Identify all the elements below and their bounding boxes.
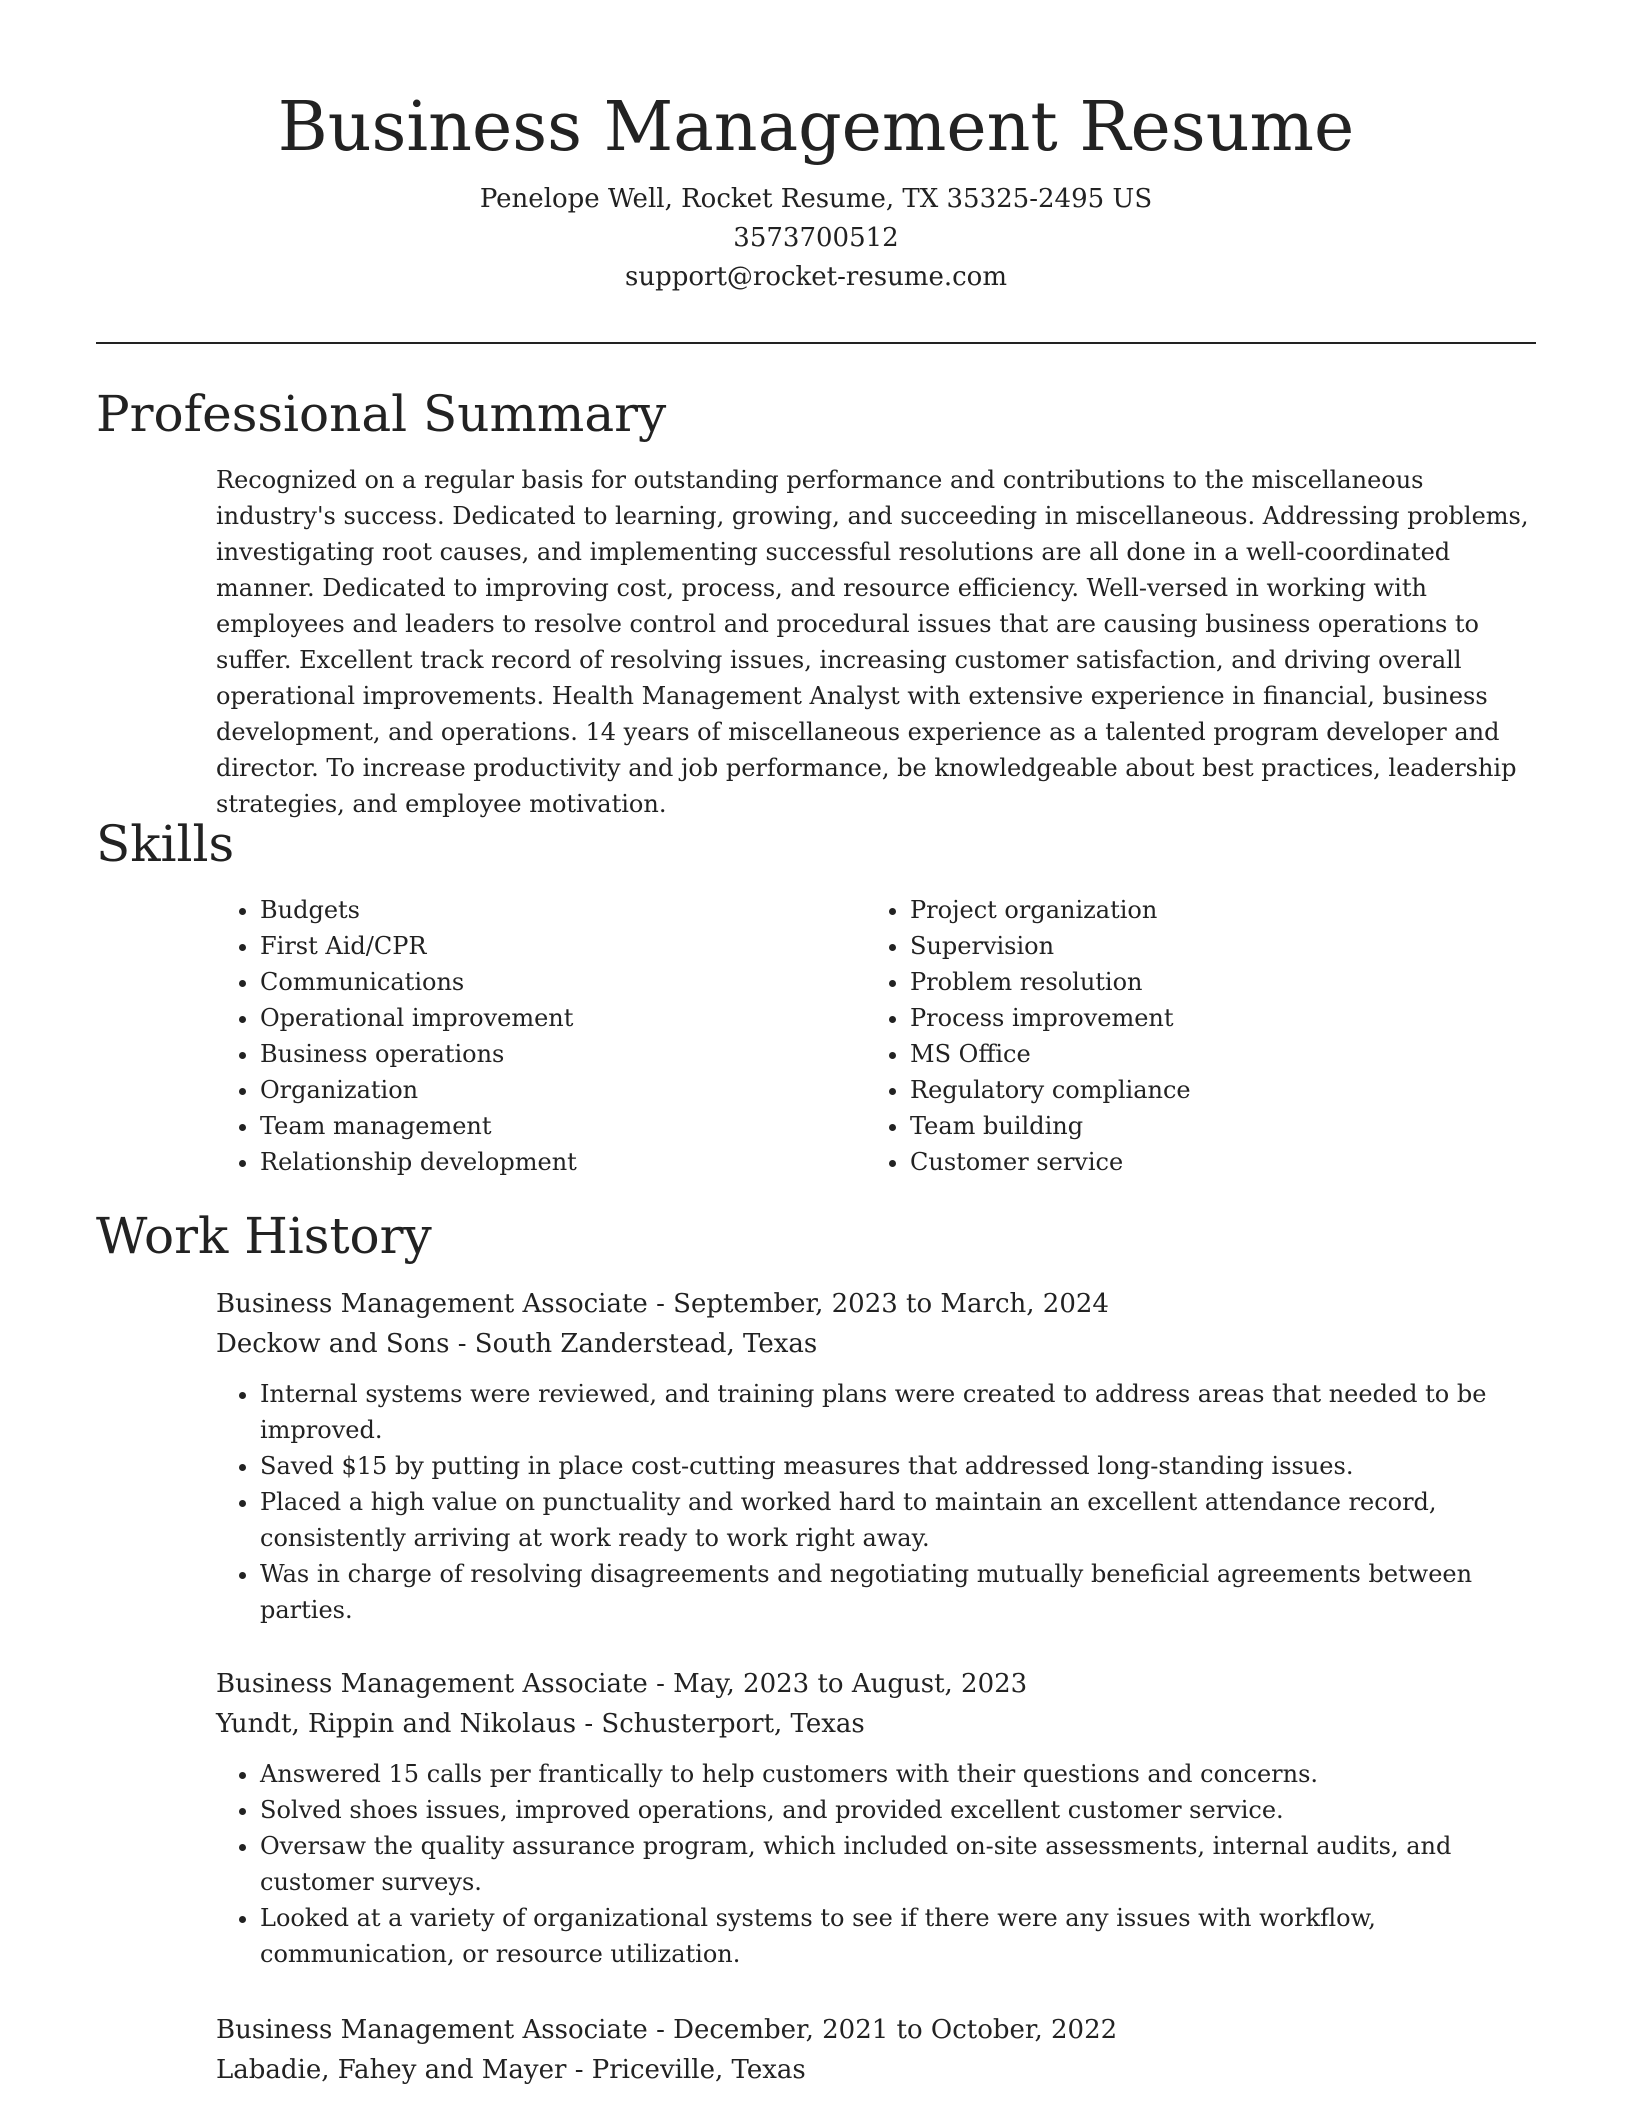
- skill-item: • Regulatory compliance: [910, 1072, 1516, 1108]
- job-dates: - September, 2023 to March, 2024: [647, 1289, 1109, 1319]
- job-location: - South Zanderstead, Texas: [449, 1329, 818, 1359]
- job-company: Labadie, Fahey and Mayer: [216, 2055, 567, 2085]
- job-title-line: [216, 2010, 1536, 2050]
- job-bullet: • Placed a high value on punctuality and worked hard to maintain an excellent attendance record, consistently arriving at work ready to work right away.: [260, 1484, 1536, 1556]
- job-company: Deckow and Sons: [216, 1329, 450, 1359]
- skill-item: • Organization: [260, 1072, 866, 1108]
- contact-info: [0, 180, 1632, 297]
- job-bullet: • Was in charge of resolving disagreements and negotiating mutually beneficial agreements between parties.: [260, 1556, 1536, 1628]
- skill-item: • Operational improvement: [260, 1000, 866, 1036]
- skills-column-right: [866, 892, 1516, 1180]
- job-bullet: • Saved $15 by putting in place cost-cutting measures that addressed long-standing issues.: [260, 1448, 1536, 1484]
- job-bullet: • Answered 15 calls per frantically to help customers with their questions and concerns.: [260, 1756, 1536, 1792]
- job-bullet: • Solved shoes issues, improved operations, and provided excellent customer service.: [260, 1792, 1536, 1828]
- skill-item: • Budgets: [260, 892, 866, 928]
- skill-item: • Relationship development: [260, 1144, 866, 1180]
- job-entry: [216, 2010, 1536, 2090]
- skill-item: • First Aid/CPR: [260, 928, 866, 964]
- job-company-line: [216, 1704, 1536, 1744]
- job-bullets: [216, 1756, 1536, 1972]
- skills-list: [216, 892, 1536, 1180]
- contact-phone: 3573700512: [733, 223, 899, 253]
- job-title: Business Management Associate: [216, 1289, 648, 1319]
- job-entry: [216, 1284, 1536, 1628]
- job-location: - Priceville, Texas: [566, 2055, 806, 2085]
- job-dates: - May, 2023 to August, 2023: [647, 1669, 1028, 1699]
- contact-address: Penelope Well, Rocket Resume, TX 35325-2495 US: [479, 184, 1153, 214]
- job-title-line: [216, 1664, 1536, 1704]
- resume-header: [0, 80, 1632, 297]
- job-company-line: [216, 1324, 1536, 1364]
- contact-email: support@rocket-resume.com: [624, 262, 1007, 292]
- page-title: Business Management Resume: [277, 88, 1355, 167]
- job-location: - Schusterport, Texas: [576, 1709, 865, 1739]
- job-bullets: [216, 1376, 1536, 1628]
- skill-item: • Customer service: [910, 1144, 1516, 1180]
- job-title-line: [216, 1284, 1536, 1324]
- header-divider: [96, 342, 1536, 344]
- summary-heading: Professional Summary: [96, 385, 667, 443]
- job-company-line: [216, 2050, 1536, 2090]
- skill-item: • Supervision: [910, 928, 1516, 964]
- skill-item: • Business operations: [260, 1036, 866, 1072]
- summary-text: Recognized on a regular basis for outstanding performance and contributions to the miscellaneous industry's success. Dedicated to learning, growing, and succeeding in miscellaneous. Addressing problems, investigating root causes, and implementing successful resolutions are all done in a well-coordinated manner. Dedicated to improving cost, process, and resource efficiency. Well-versed in working with employees and leaders to resolve control and procedural issues that are causing business operations to suffer. Excellent track record of resolving issues, increasing customer satisfaction, and driving overall operational improvements. Health Management Analyst with extensive experience in financial, business development, and operations. 14 years of miscellaneous experience as a talented program developer and director. To increase productivity and job performance, be knowledgeable about best practices, leadership strategies, and employee motivation.: [216, 466, 1529, 818]
- skill-item: • Communications: [260, 964, 866, 1000]
- skill-item: • MS Office: [910, 1036, 1516, 1072]
- skill-item: • Project organization: [910, 892, 1516, 928]
- job-bullet: • Internal systems were reviewed, and training plans were created to address areas that needed to be improved.: [260, 1376, 1536, 1448]
- job-title: Business Management Associate: [216, 1669, 648, 1699]
- skills-column-left: [216, 892, 866, 1180]
- job-dates: - December, 2021 to October, 2022: [647, 2015, 1118, 2045]
- skill-item: • Problem resolution: [910, 964, 1516, 1000]
- job-company: Yundt, Rippin and Nikolaus: [216, 1709, 577, 1739]
- skill-item: • Team management: [260, 1108, 866, 1144]
- skill-item: • Team building: [910, 1108, 1516, 1144]
- job-entry: [216, 1664, 1536, 1972]
- job-title: Business Management Associate: [216, 2015, 648, 2045]
- skill-item: • Process improvement: [910, 1000, 1516, 1036]
- job-bullet: • Oversaw the quality assurance program, which included on-site assessments, internal audits, and customer surveys.: [260, 1828, 1536, 1900]
- skills-heading: Skills: [96, 815, 235, 873]
- work-history-heading: Work History: [96, 1207, 432, 1265]
- job-bullet: • Looked at a variety of organizational systems to see if there were any issues with workflow, communication, or resource utilization.: [260, 1900, 1536, 1972]
